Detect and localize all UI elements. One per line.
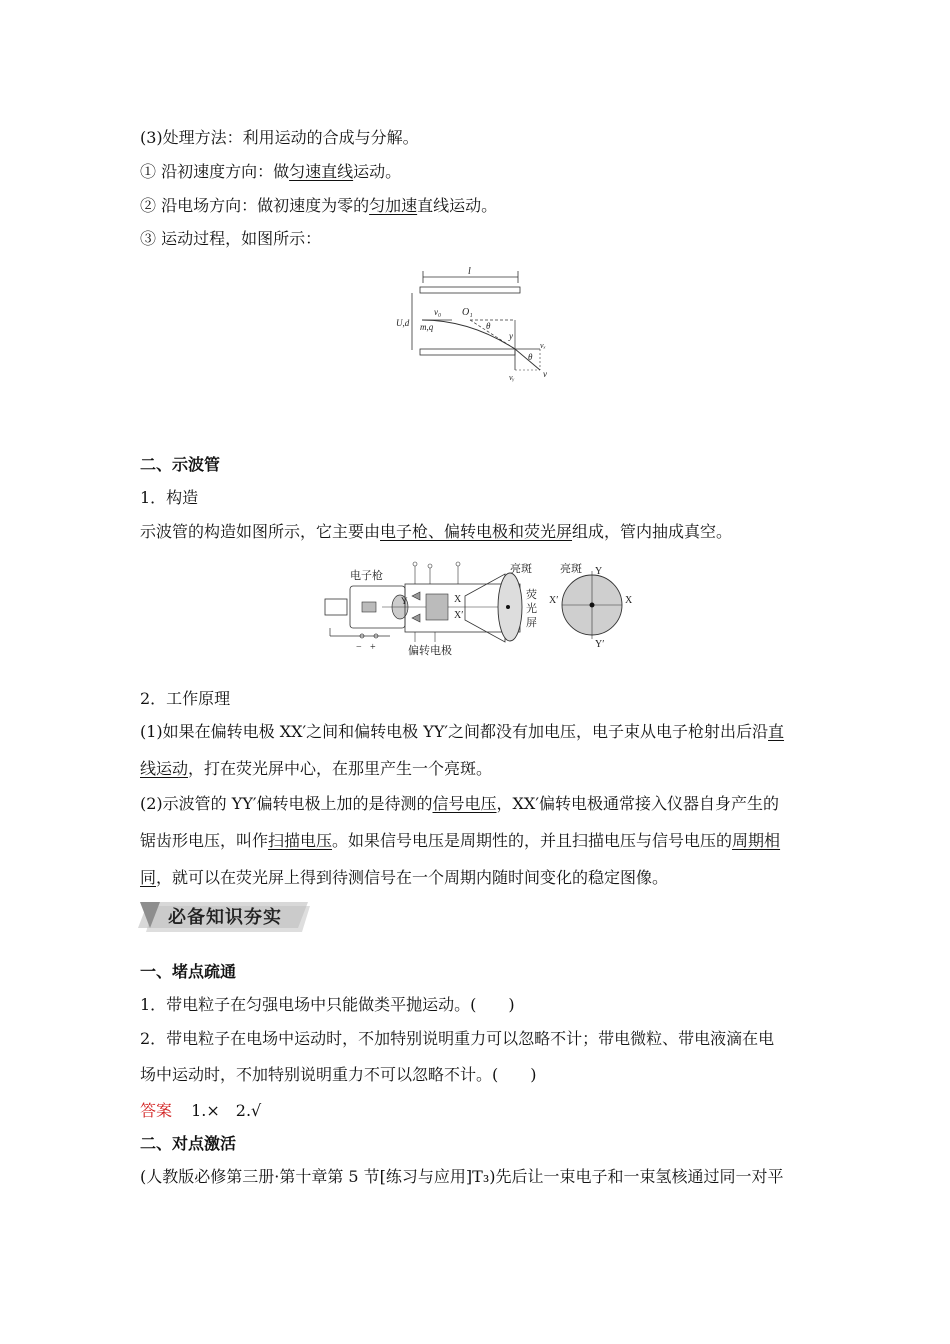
p1-emphasis-2: 线运动	[140, 759, 189, 778]
activate-line: (人教版必修第三册·第十章第 5 节[练习与应用]T₃)先后让一束电子和一束氢核通过同一对平	[140, 1167, 784, 1186]
question-2-line2: 场中运动时，不加特别说明重力不可以忽略不计。( )	[140, 1065, 537, 1084]
center-point-label: O₁	[462, 307, 473, 318]
item-3: ③ 运动过程，如图所示：	[140, 229, 322, 248]
screen-label-1: 荧	[526, 589, 537, 601]
structure-suffix: 组成，管内抽成真空。	[572, 522, 733, 541]
p2-l2-emphasis: 扫描电压	[268, 831, 333, 850]
p2-l2-emphasis-2: 周期相	[732, 831, 781, 850]
p1-suffix: ，打在荧光屏中心，在那里产生一个亮斑。	[188, 759, 493, 778]
screen-y-label: Y	[595, 566, 603, 577]
heater	[325, 599, 347, 615]
item-2	[140, 196, 497, 216]
question-2-line1: 2．带电粒子在电场中运动时，不加特别说明重力可以忽略不计；带电微粒、带电液滴在电	[140, 1029, 775, 1048]
x-plates	[426, 594, 448, 620]
voltage-distance-label: U,d	[396, 318, 410, 328]
x-plate-label: X	[454, 594, 462, 605]
length-label: l	[468, 266, 471, 277]
item-1	[140, 162, 401, 182]
spot-label-1: 亮斑	[510, 563, 532, 575]
answer-line	[140, 1101, 261, 1121]
item-2-prefix: ② 沿电场方向：做初速度为零的	[140, 196, 370, 215]
deflect-label: 偏转电极	[408, 645, 452, 657]
spot-side	[506, 605, 510, 609]
structure-emphasis: 电子枪、偏转电极和荧光屏	[380, 522, 573, 541]
item-1-prefix: ① 沿初速度方向：做	[140, 162, 290, 181]
gun-label: 电子枪	[350, 570, 383, 582]
answer-text: 1.× 2.√	[191, 1101, 262, 1120]
structure-paragraph	[140, 522, 732, 542]
item-2-suffix: 直线运动。	[417, 196, 498, 215]
oscilloscope-figure	[320, 556, 640, 658]
method-heading: (3)处理方法：利用运动的合成与分解。	[140, 128, 419, 147]
p2-l1-emphasis: 信号电压	[432, 794, 497, 813]
spot-label-2: 亮斑	[560, 563, 582, 575]
mass-charge-label: m,q	[420, 322, 434, 332]
screen-label-3: 屏	[526, 617, 537, 629]
screen-label-2: 光	[526, 603, 537, 615]
review-title: 一、堵点疏通	[140, 962, 237, 981]
plus-label: +	[370, 642, 376, 653]
question-1: 1．带电粒子在匀强电场中只能做类平抛运动。( )	[140, 995, 515, 1014]
structure-prefix: 示波管的构造如图所示，它主要由	[140, 522, 381, 541]
screen-x-label: X	[625, 595, 633, 606]
screen-y-prime-label: Y′	[595, 639, 605, 650]
principle-p2-line1	[140, 794, 779, 814]
answer-label: 答案	[140, 1101, 173, 1120]
trajectory-curve	[422, 320, 515, 349]
item-1-suffix: 运动。	[353, 162, 402, 181]
principle-p2-line3	[140, 868, 668, 888]
theta-label-1: θ	[486, 321, 491, 331]
vx-label: vₓ	[540, 341, 546, 350]
p2-l3-suffix: ，就可以在荧光屏上得到待测信号在一个周期内随时间变化的稳定图像。	[156, 868, 669, 887]
principle-p1-line1	[140, 722, 784, 742]
y-plate-label: Y	[401, 596, 408, 606]
p1-prefix: (1)如果在偏转电极 XX′之间和偏转电极 YY′之间都没有加电压，电子束从电子枪射出后沿	[140, 722, 769, 741]
minus-label: −	[356, 642, 362, 653]
spot-front	[590, 603, 595, 608]
deflection-figure	[390, 262, 570, 386]
initial-velocity-label: v₀	[434, 307, 442, 317]
screen-x-prime-label: X′	[549, 595, 559, 606]
structure-subheading: 1．构造	[140, 488, 199, 507]
item-2-emphasis: 匀加速	[369, 196, 418, 215]
p2-l3-emphasis: 同	[140, 868, 157, 887]
displacement-label: y	[509, 331, 513, 341]
activate-title: 二、对点激活	[140, 1134, 237, 1153]
principle-subheading: 2．工作原理	[140, 689, 231, 708]
oscilloscope-title: 二、示波管	[140, 455, 221, 474]
p2-l1-suffix: ，XX′偏转电极通常接入仪器自身产生的	[496, 794, 779, 813]
theta-label-2: θ	[528, 352, 533, 362]
p2-l2-mid: 。如果信号电压是周期性的，并且扫描电压与信号电压的	[332, 831, 733, 850]
x-prime-plate-label: X′	[454, 610, 464, 621]
p2-l2-prefix: 锯齿形电压，叫作	[140, 831, 269, 850]
item-1-emphasis: 匀速直线	[289, 162, 354, 181]
principle-p1-line2	[140, 759, 492, 779]
cathode	[362, 602, 376, 612]
p1-emphasis-1: 直	[768, 722, 785, 741]
upper-plate	[420, 287, 520, 293]
principle-p2-line2	[140, 831, 780, 851]
velocity-label: v	[543, 369, 547, 379]
lower-plate	[420, 349, 515, 355]
vy-label: vᵧ	[509, 373, 515, 382]
section-banner-title: 必备知识夯实	[168, 907, 282, 928]
p2-l1-prefix: (2)示波管的 YY′偏转电极上加的是待测的	[140, 794, 433, 813]
